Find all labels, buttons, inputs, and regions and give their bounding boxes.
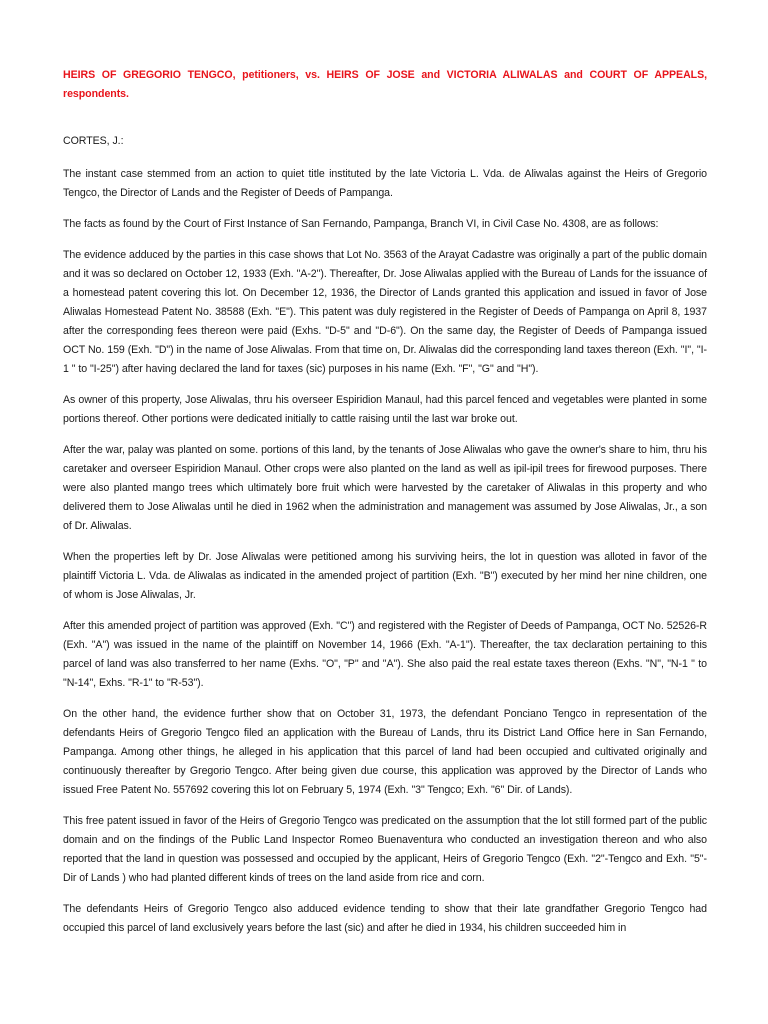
case-title: HEIRS OF GREGORIO TENGCO, petitioners, vs. HEIRS OF JOSE and VICTORIA ALIWALAS and COURT OF APPEALS, respondents. bbox=[63, 69, 707, 100]
paragraph: After the war, palay was planted on some. portions of this land, by the tenants of Jose Aliwalas who gave the owner's share to him, thru his caretaker and overseer Espiridion Manaul. Other crops were also planted on the land as well as ipil-ipil trees for firewood purposes. There were also planted mango trees which ultimately bore fruit which were harvested by the caretaker of Aliwalas in this property and who delivered them to Jose Aliwalas until he died in 1962 when the administration and management was assumed by Jose Aliwalas, Jr., a son of Dr. Aliwalas. bbox=[63, 444, 707, 532]
paragraph: On the other hand, the evidence further show that on October 31, 1973, the defendant Ponciano Tengco in representation of the defendants Heirs of Gregorio Tengco filed an application with the Bureau of Lands, thru its District Land Office here in San Fernando, Pampanga. Among other things, he alleged in his application that this parcel of land had been occupied and cultivated originally and continuously thereafter by Gregorio Tengco. After being given due course, this application was approved by the Director of Lands who issued Free Patent No. 557692 covering this lot on February 5, 1974 (Exh. "3" Tengco; Exh. "6" Dir. of Lands). bbox=[63, 708, 707, 796]
paragraph: As owner of this property, Jose Aliwalas, thru his overseer Espiridion Manaul, had this parcel fenced and vegetables were planted in some portions thereof. Other portions were dedicated initially to cattle raising until the last war broke out. bbox=[63, 394, 707, 425]
document-page bbox=[63, 66, 707, 950]
paragraph: This free patent issued in favor of the Heirs of Gregorio Tengco was predicated on the assumption that the lot still formed part of the public domain and on the findings of the Public Land Inspector Romeo Buenaventura who conducted an investigation thereon and who also reported that the land in question was possessed and occupied by the applicant, Heirs of Gregorio Tengco (Exh. "2"-Tengco and Exh. "5"-Dir of Lands ) who had planted different kinds of trees on the land aside from rice and corn. bbox=[63, 815, 707, 884]
paragraph: After this amended project of partition was approved (Exh. "C") and registered with the Register of Deeds of Pampanga, OCT No. 52526-R (Exh. "A") was issued in the name of the plaintiff on November 14, 1966 (Exh. "A-1"). Thereafter, the tax declaration pertaining to this parcel of land was also transferred to her name (Exhs. "O", "P" and "A"). She also paid the real estate taxes thereon (Exhs. "N", "N-1 " to "N-14", Exhs. "R-1" to "R-53"). bbox=[63, 620, 707, 689]
paragraph: The defendants Heirs of Gregorio Tengco also adduced evidence tending to show that their late grandfather Gregorio Tengco had occupied this parcel of land exclusively years before the last (sic) and after he died in 1934, his children succeeded him in bbox=[63, 903, 707, 934]
paragraph: The instant case stemmed from an action to quiet title instituted by the late Victoria L. Vda. de Aliwalas against the Heirs of Gregorio Tengco, the Director of Lands and the Register of Deeds of Pampanga. bbox=[63, 168, 707, 199]
ponente-line: CORTES, J.: bbox=[63, 135, 124, 147]
paragraph: When the properties left by Dr. Jose Aliwalas were petitioned among his surviving heirs, the lot in question was alloted in favor of the plaintiff Victoria L. Vda. de Aliwalas as indicated in the amended project of partition (Exh. "B") executed by her mind her nine children, one of whom is Jose Aliwalas, Jr. bbox=[63, 551, 707, 601]
paragraph: The facts as found by the Court of First Instance of San Fernando, Pampanga, Branch VI, in Civil Case No. 4308, are as follows: bbox=[63, 218, 659, 230]
paragraph: The evidence adduced by the parties in this case shows that Lot No. 3563 of the Arayat Cadastre was originally a part of the public domain and it was so declared on October 12, 1933 (Exh. "A-2"). Thereafter, Dr. Jose Aliwalas applied with the Bureau of Lands for the issuance of a homestead patent covering this lot. On December 12, 1936, the Director of Lands granted this application and issued in favor of Jose Aliwalas Homestead Patent No. 38588 (Exh. "E"). This patent was duly registered in the Register of Deeds of Pampanga on April 8, 1937 after the corresponding fees thereon were paid (Exhs. "D-5" and "D-6"). On the same day, the Register of Deeds of Pampanga issued OCT No. 159 (Exh. "D") in the name of Jose Aliwalas. From that time on, Dr. Aliwalas did the corresponding land taxes thereon (Exh. "I", "I-1 " to "I-25") after having declared the land for taxes (sic) purposes in his name (Exh. "F", "G" and "H"). bbox=[63, 249, 707, 375]
